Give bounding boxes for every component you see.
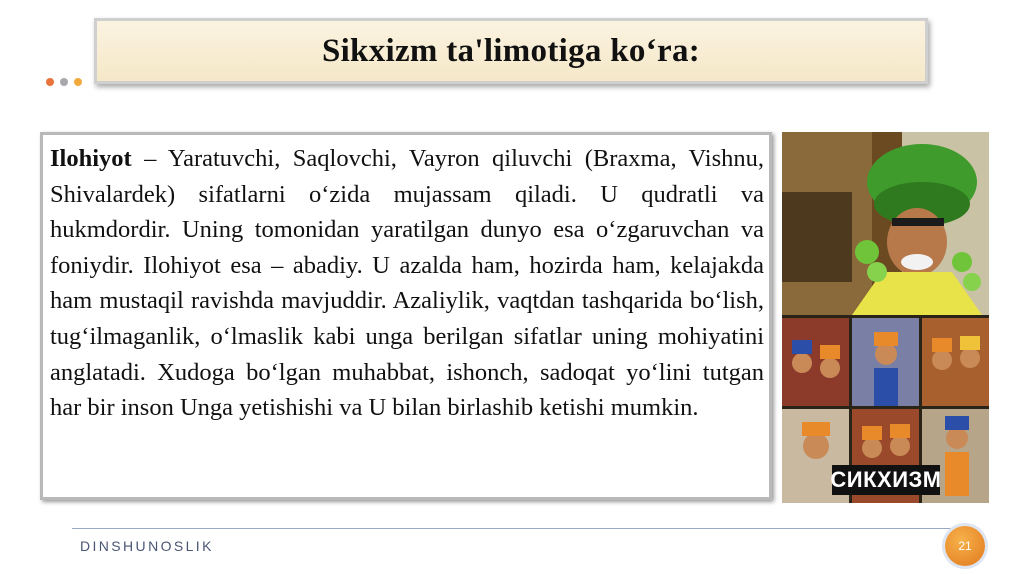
page-number-badge [945, 526, 985, 566]
body-text-box [40, 132, 772, 500]
decor-dot-gray [60, 78, 68, 86]
turbaned-man-photo [782, 132, 989, 315]
body-paragraph [50, 141, 764, 426]
decor-dot-orange [46, 78, 54, 86]
body-term: Ilohiyot [50, 145, 132, 172]
page-number: 21 [958, 539, 972, 553]
title-banner [94, 18, 928, 84]
footer-divider [72, 528, 952, 529]
slide-title: Sikxizm ta'limotiga ko‘ra: [321, 32, 701, 69]
footer-course-label: DINSHUNOSLIK [80, 538, 214, 554]
sikhism-photo-collage [782, 132, 989, 503]
decor-dots [46, 78, 82, 86]
decor-dot-yellow [74, 78, 82, 86]
body-text: – Yaratuvchi, Saqlovchi, Vayron qiluvchi (Braxma, Vishnu, Shivalardek) sifatlarni o‘zida mujassam qiladi. U qudratli va hukmdordir. Uning tomonidan yaratilgan dunyo esa o‘zgaruvchan va foniydir. Ilohiyot esa – abadiy. U azalda ham, hozirda ham, kelajakda ham mustaqil ravishda mavjuddir. Azaliylik, vaqtdan tashqarida bo‘lish, tug‘ilmaganlik, o‘lmaslik kabi unga berilgan sifatlar uning mohiyatini anglatadi. Xudoga bo‘lgan muhabbat, ishonch, sadoqat yo‘lini tutgan har bir inson Unga yetishishi va U bilan birlashib ketishi mumkin. [50, 145, 764, 422]
sikhism-image-label: СИКХИЗМ [832, 465, 940, 495]
